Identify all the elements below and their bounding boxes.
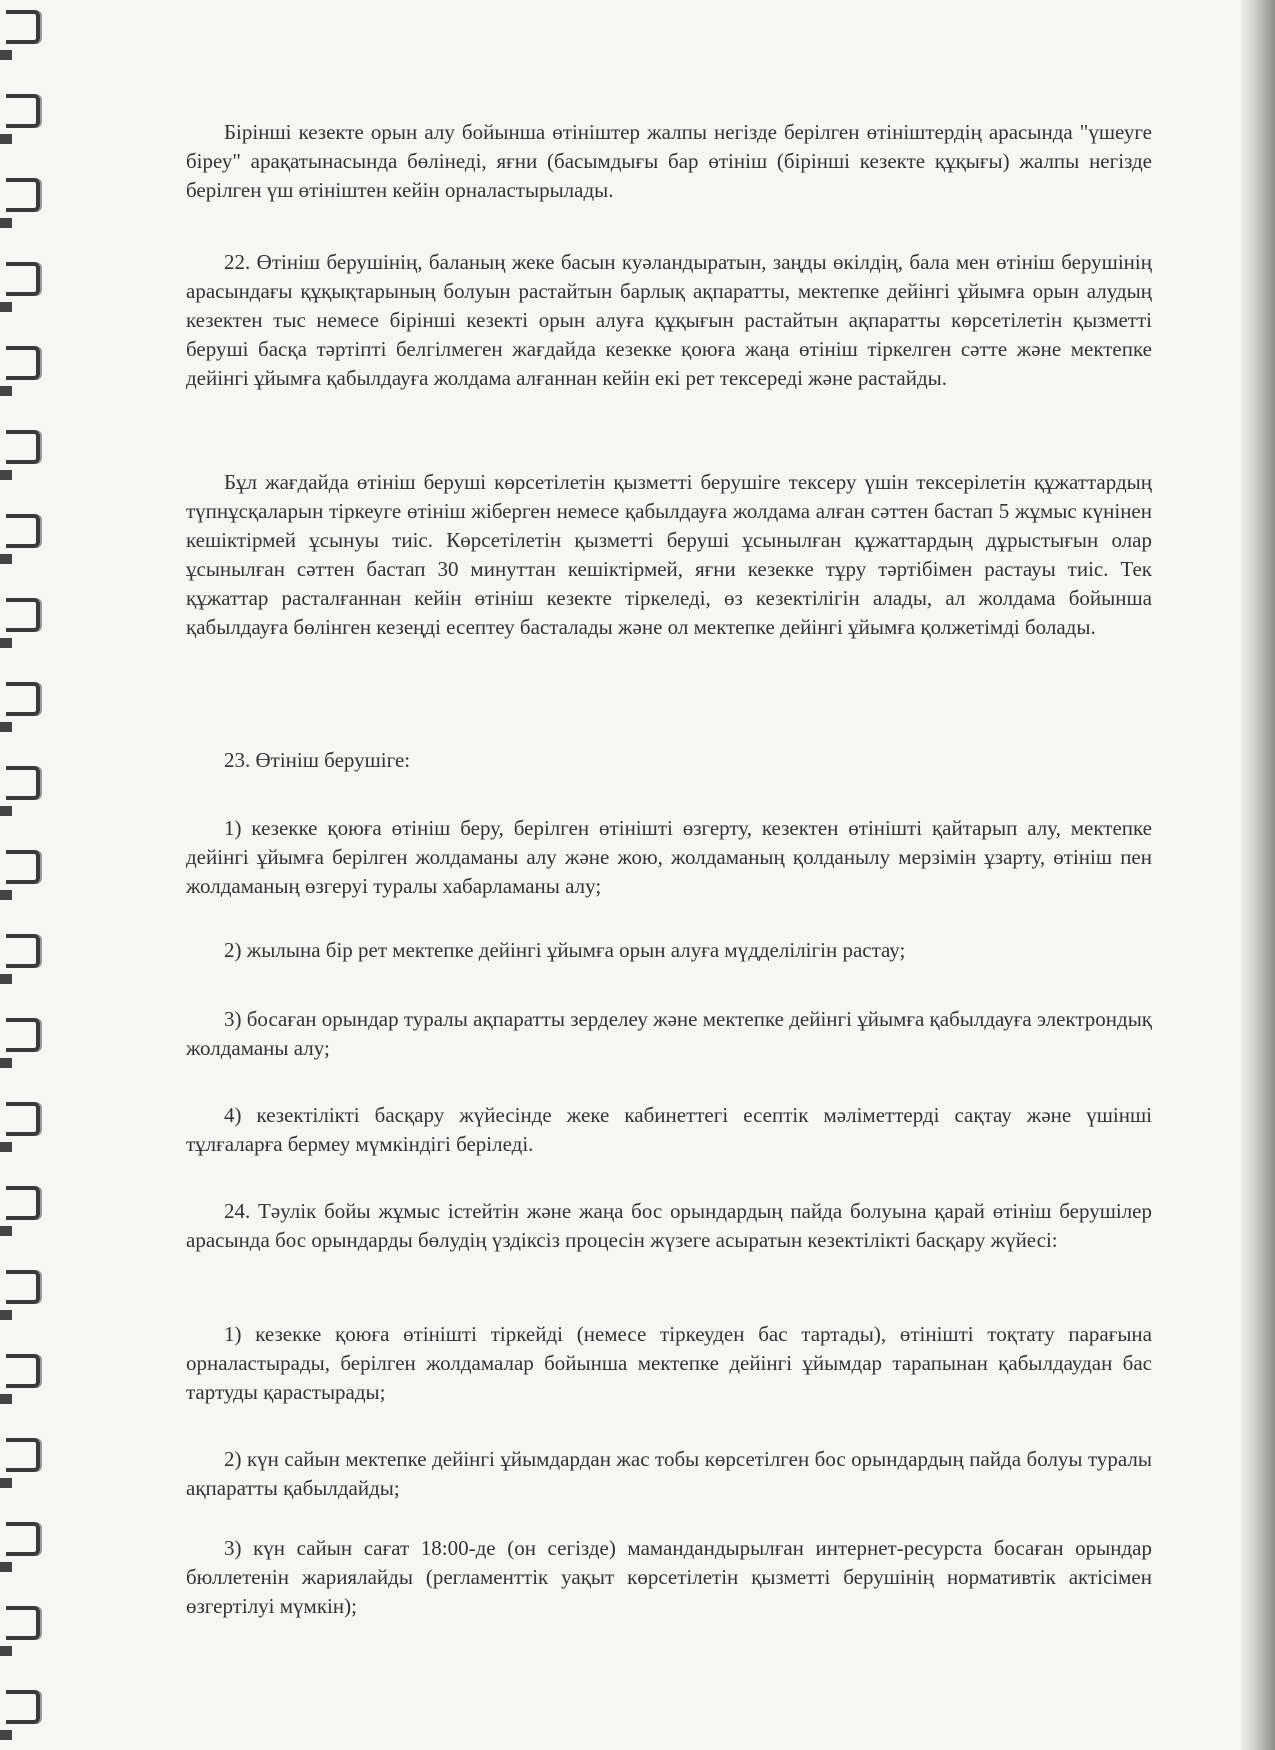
- binding-ring: [6, 262, 40, 296]
- binding-ring: [6, 178, 40, 212]
- binding-ring: [6, 1438, 40, 1472]
- list-item-23-3: 3) босаған орындар туралы ақпаратты зерделеу және мектепке дейінгі ұйымға қабылдауға электрондық жолдаманы алу;: [186, 1007, 1153, 1060]
- list-item-24-3: 3) күн сайын сағат 18:00-де (он сегізде) мамандандырылған интернет-ресурста босаған орындар бюллетенін жариялайды (регламенттік уақыт көрсетілетін қызметті берушінің нормативтік актісімен өзгертілуі мүмкін);: [186, 1536, 1152, 1618]
- binding-hole: [0, 50, 12, 60]
- binding-hole: [0, 386, 12, 396]
- binding-hole: [0, 722, 12, 732]
- binding-ring: [6, 766, 40, 800]
- binding-ring: [6, 1690, 40, 1724]
- binding-ring: [6, 346, 40, 380]
- paragraph-document-verification: Бұл жағдайда өтініш беруші көрсетілетін қызметті берушіге тексеру үшін тексерілетін құжаттардың түпнұсқаларын тіркеуге өтініш жіберген немесе қабылдауға жолдама алған сәттен бастап 5 жұмыс күнінен кешіктірмей ұсынуы тиіс. Көрсетілетін қызметті беруші ұсынылған құжаттардың дұрыстығын олар ұсынылған сәттен бастап 30 минуттан кешіктірмей, яғни кезекке тұру тәртібімен растауы тиіс. Тек құжаттар расталғаннан кейін өтініш кезекте тіркеледі, өз кезектілігін алады, ал жолдама бойынша қабылдауға бөлінген кезеңді есептеу басталады және ол мектепке дейінгі ұйымға қолжетімді болады.: [186, 470, 1152, 639]
- list-item-23-2: 2) жылына бір рет мектепке дейінгі ұйымға орын алуға мүдделілігін растау;: [224, 938, 906, 962]
- binding-ring: [6, 1354, 40, 1388]
- list-item-24-1: 1) кезекке қоюға өтінішті тіркейді (немесе тіркеуден бас тартады), өтінішті тоқтату парағына орналастырады, берілген жолдамалар бойынша мектепке дейінгі ұйымдар тарапынан қабылдаудан бас тартуды қарастырады;: [186, 1322, 1152, 1404]
- binding-ring: [6, 1606, 40, 1640]
- binding-ring: [6, 514, 40, 548]
- paragraph-item-22: 22. Өтініш берушінің, баланың жеке басын куәландыратын, заңды өкілдің, бала мен өтініш берушінің арасындағы құқықтарының болуын растайтын барлық ақпаратты, мектепке дейінгі ұйымға орын алудың кезектен тыс немесе бірінші кезекті орын алуға құқығын растайтын ақпаратты көрсетілетін қызметті беруші басқа тәртіпті белгілмеген жағдайда кезекке қоюға жаңа өтініш тіркелген сәтте және мектепке дейінгі ұйымға қабылдауға жолдама алғаннан кейін екі рет тексереді және растайды.: [186, 250, 1152, 390]
- binding-hole: [0, 1646, 12, 1656]
- list-item-23-1: 1) кезекке қоюға өтініш беру, берілген өтінішті өзгерту, кезектен өтінішті қайтарып алу, мектепке дейінгі ұйымға берілген жолдаманы алу және жою, жолдаманың қолданылу мерзімін ұзарту, өтініш пен жолдаманың өзгеруі туралы хабарламаны алу;: [186, 816, 1152, 898]
- binding-hole: [0, 218, 12, 228]
- binding-ring: [6, 1270, 40, 1304]
- binding-hole: [0, 554, 12, 564]
- binding-hole: [0, 470, 12, 480]
- list-item-23-4: 4) кезектілікті басқару жүйесінде жеке кабинеттегі есептік мәліметтерді сақтау және үшінші тұлғаларға бермеу мүмкіндігі беріледі.: [186, 1103, 1152, 1156]
- binding-hole: [0, 974, 12, 984]
- binding-hole: [0, 1730, 12, 1740]
- paragraph-item-24: 24. Тәулік бойы жұмыс істейтін және жаңа бос орындардың пайда болуына қарай өтініш берушілер арасында бос орындарды бөлудің үздіксіз процесін жүзеге асыратын кезектілікті басқару жүйесі:: [186, 1199, 1152, 1252]
- binding-hole: [0, 890, 12, 900]
- binding-ring: [6, 10, 40, 44]
- binding-hole: [0, 1562, 12, 1572]
- spiral-binding: [0, 0, 46, 1750]
- binding-ring: [6, 598, 40, 632]
- page-edge-shadow: [1241, 0, 1275, 1750]
- binding-ring: [6, 1102, 40, 1136]
- binding-hole: [0, 1310, 12, 1320]
- binding-hole: [0, 302, 12, 312]
- paragraph-priority-ratio: Бірінші кезекте орын алу бойынша өтініштер жалпы негізде берілген өтініштердің арасында "үшеуге біреу" арақатынасында бөлінеді, яғни (басымдығы бар өтініш (бірінші кезекте құқығы) жалпы негізде берілген үш өтініштен кейін орналастырылады.: [186, 120, 1152, 202]
- list-item-24-2: 2) күн сайын мектепке дейінгі ұйымдардан жас тобы көрсетілген бос орындардың пайда болуы туралы ақпаратты қабылдайды;: [186, 1447, 1152, 1500]
- binding-hole: [0, 1394, 12, 1404]
- binding-hole: [0, 1058, 12, 1068]
- binding-ring: [6, 850, 40, 884]
- binding-hole: [0, 806, 12, 816]
- paragraph-item-23: 23. Өтініш берушіге:: [224, 748, 411, 772]
- binding-ring: [6, 682, 40, 716]
- binding-hole: [0, 1478, 12, 1488]
- binding-ring: [6, 1522, 40, 1556]
- binding-ring: [6, 430, 40, 464]
- binding-hole: [0, 134, 12, 144]
- binding-hole: [0, 1226, 12, 1236]
- binding-ring: [6, 94, 40, 128]
- binding-ring: [6, 1186, 40, 1220]
- binding-hole: [0, 638, 12, 648]
- binding-ring: [6, 934, 40, 968]
- binding-hole: [0, 1142, 12, 1152]
- binding-ring: [6, 1018, 40, 1052]
